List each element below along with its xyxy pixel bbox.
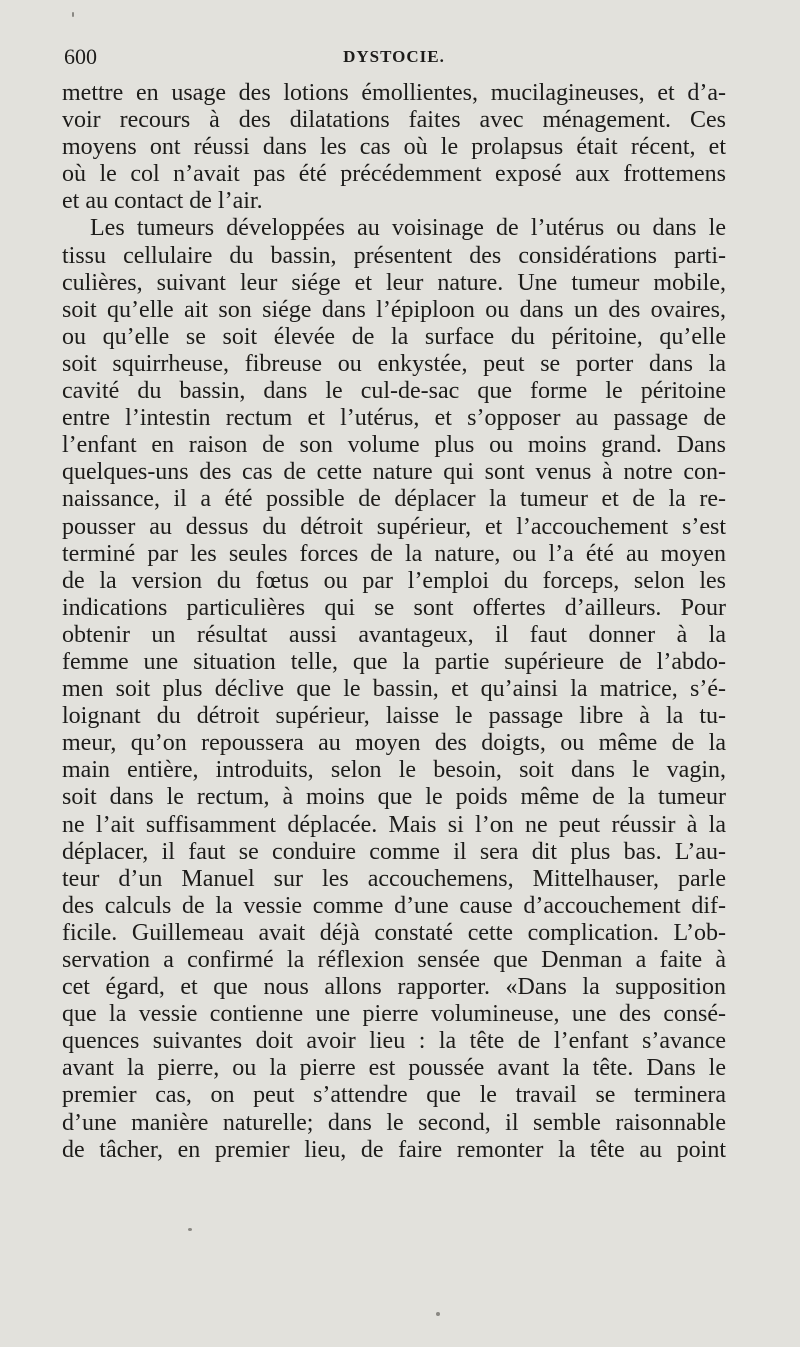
text-line: que la vessie contienne une pierre volumineuse, une des consé- xyxy=(62,1001,726,1028)
text-line: quences suivantes doit avoir lieu : la tête de l’enfant s’avance xyxy=(62,1028,726,1055)
text-line: culières, suivant leur siége et leur nature. Une tumeur mobile, xyxy=(62,269,726,296)
text-line: premier cas, on peut s’attendre que le travail se terminera xyxy=(62,1082,726,1109)
text-line: ou qu’elle se soit élevée de la surface du péritoine, qu’elle xyxy=(62,323,726,350)
text-line: obtenir un résultat aussi avantageux, il faut donner à la xyxy=(62,621,726,648)
text-line: ficile. Guillemeau avait déjà constaté cette complication. L’ob- xyxy=(62,919,726,946)
text-line: pousser au dessus du détroit supérieur, et l’accouchement s’est xyxy=(62,513,726,540)
text-line: terminé par les seules forces de la nature, ou l’a été au moyen xyxy=(62,540,726,567)
text-line: entre l’intestin rectum et l’utérus, et s’opposer au passage de xyxy=(62,405,726,432)
text-line: main entière, introduits, selon le besoin, soit dans le vagin, xyxy=(62,757,726,784)
text-line: moyens ont réussi dans les cas où le prolapsus était récent, et xyxy=(62,134,726,161)
paper-speck xyxy=(72,12,74,17)
running-title: DYSTOCIE. xyxy=(343,47,445,66)
text-line: indications particulières qui se sont offertes d’ailleurs. Pour xyxy=(62,594,726,621)
text-line: meur, qu’on repoussera au moyen des doigts, ou même de la xyxy=(62,730,726,757)
text-line: mettre en usage des lotions émollientes, mucilagineuses, et d’a- xyxy=(62,80,726,106)
text-line: cet égard, et que nous allons rapporter. «Dans la supposition xyxy=(62,974,726,1001)
page-number: 600 xyxy=(64,44,97,69)
text-line: cavité du bassin, dans le cul-de-sac que forme le péritoine xyxy=(62,378,726,405)
paper-speck xyxy=(188,1228,192,1231)
text-line: loignant du détroit supérieur, laisse le passage libre à la tu- xyxy=(62,703,726,730)
text-line: soit squirrheuse, fibreuse ou enkystée, peut se porter dans la xyxy=(62,350,726,377)
text-line: de tâcher, en premier lieu, de faire remonter la tête au point xyxy=(62,1136,726,1163)
text-line: soit qu’elle ait son siége dans l’épiploon ou dans un des ovaires, xyxy=(62,296,726,323)
text-line: de la version du fœtus ou par l’emploi du forceps, selon les xyxy=(62,567,726,594)
body-text xyxy=(62,80,726,1164)
text-line: l’enfant en raison de son volume plus ou moins grand. Dans xyxy=(62,432,726,459)
text-line: femme une situation telle, que la partie supérieure de l’abdo- xyxy=(62,648,726,675)
text-line: tissu cellulaire du bassin, présentent des considérations parti- xyxy=(62,242,726,269)
text-line: ne l’ait suffisamment déplacée. Mais si l’on ne peut réussir à la xyxy=(62,811,726,838)
text-line: quelques-uns des cas de cette nature qui sont venus à notre con- xyxy=(62,459,726,486)
text-line: déplacer, il faut se conduire comme il sera dit plus bas. L’au- xyxy=(62,838,726,865)
text-line: teur d’un Manuel sur les accouchemens, Mittelhauser, parle xyxy=(62,865,726,892)
text-line: servation a confirmé la réflexion sensée que Denman a faite à xyxy=(62,947,726,973)
text-line: et au contact de l’air. xyxy=(62,188,263,215)
paper-speck xyxy=(436,1312,440,1316)
text-line: voir recours à des dilatations faites avec ménagement. Ces xyxy=(62,107,726,134)
text-line: men soit plus déclive que le bassin, et qu’ainsi la matrice, s’é- xyxy=(62,676,726,703)
text-line: avant la pierre, ou la pierre est poussée avant la tête. Dans le xyxy=(62,1055,726,1082)
text-line: d’une manière naturelle; dans le second, il semble raisonnable xyxy=(62,1109,726,1136)
page-header xyxy=(64,44,724,78)
text-line: où le col n’avait pas été précédemment exposé aux frottemens xyxy=(62,161,726,188)
text-line: des calculs de la vessie comme d’une cause d’accouchement dif- xyxy=(62,892,726,919)
text-line: soit dans le rectum, à moins que le poids même de la tumeur xyxy=(62,784,726,811)
paragraph-start-line: Les tumeurs développées au voisinage de l’utérus ou dans le xyxy=(90,215,726,242)
text-line: naissance, il a été possible de déplacer la tumeur et de la re- xyxy=(62,486,726,513)
